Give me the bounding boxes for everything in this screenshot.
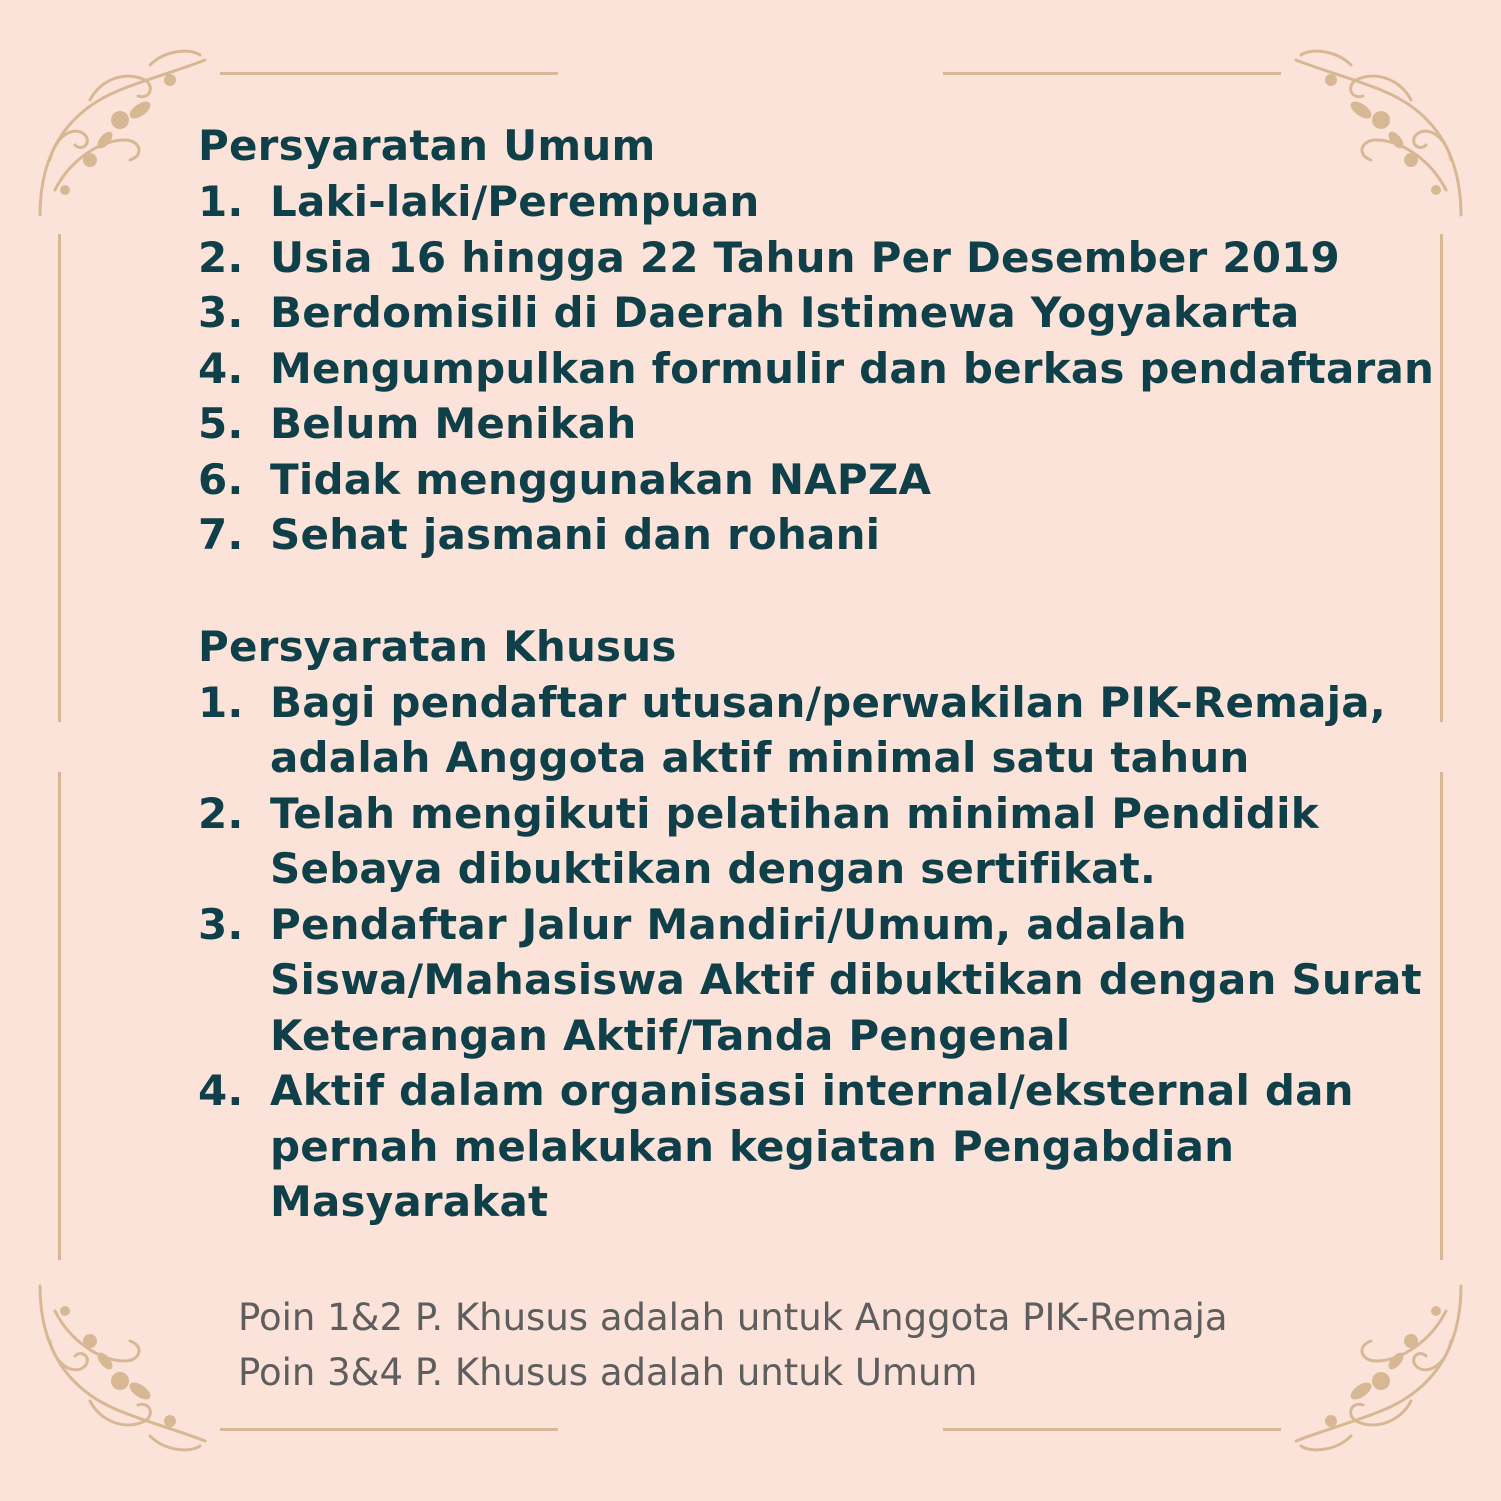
- frame-right-upper-line: [1440, 234, 1443, 722]
- list-item: [198, 452, 1438, 508]
- list-item: [198, 174, 1438, 230]
- list-item-number: 7.: [198, 510, 244, 559]
- section-gap: [198, 563, 1438, 619]
- frame-right-lower-line: [1440, 772, 1443, 1260]
- corner-ornament-top-left: [30, 40, 210, 220]
- list-item-number: 3.: [198, 288, 244, 337]
- list-item-number: 2.: [198, 788, 244, 838]
- list-item: [198, 507, 1438, 563]
- list-item-number: 3.: [198, 899, 244, 949]
- list-item-text: Laki-laki/Perempuan: [270, 177, 760, 226]
- list-item-text: Sehat jasmani dan rohani: [270, 510, 881, 559]
- general-requirements-list: [198, 174, 1438, 563]
- list-item-number: 5.: [198, 399, 244, 448]
- frame-left-lower-line: [58, 772, 61, 1260]
- list-item-number: 4.: [198, 343, 244, 393]
- list-item-text: Usia 16 hingga 22 Tahun Per Desember 2019: [270, 232, 1340, 282]
- list-item-text: Aktif dalam organisasi internal/eksternal dan pernah melakukan kegiatan Pengabdian Masyarakat: [270, 1066, 1354, 1226]
- list-item: [198, 1063, 1438, 1230]
- footnote-members: Poin 1&2 P. Khusus adalah untuk Anggota PIK-Remaja: [238, 1296, 1228, 1339]
- frame-left-upper-line: [58, 234, 61, 722]
- frame-top-right-line: [943, 72, 1281, 75]
- list-item-number: 1.: [198, 177, 244, 226]
- special-requirements-list: [198, 675, 1438, 1230]
- list-item-text: Telah mengikuti pelatihan minimal Pendidik Sebaya dibuktikan dengan sertifikat.: [270, 788, 1319, 893]
- list-item-text: Tidak menggunakan NAPZA: [270, 454, 932, 504]
- special-requirements-title: Persyaratan Khusus: [198, 621, 677, 671]
- list-item: [198, 341, 1438, 397]
- list-item: [198, 675, 1438, 786]
- list-item-text: Pendaftar Jalur Mandiri/Umum, adalah Siswa/Mahasiswa Aktif dibuktikan dengan Surat Keterangan Aktif/Tanda Pengenal: [270, 899, 1422, 1060]
- list-item: [198, 285, 1438, 341]
- list-item-number: 4.: [198, 1066, 244, 1115]
- general-requirements-title: Persyaratan Umum: [198, 121, 656, 170]
- footnote-public: Poin 3&4 P. Khusus adalah untuk Umum: [238, 1351, 978, 1394]
- list-item-text: Berdomisili di Daerah Istimewa Yogyakarta: [270, 288, 1300, 337]
- frame-bottom-left-line: [220, 1428, 558, 1431]
- list-item-number: 2.: [198, 232, 244, 282]
- list-item: [198, 897, 1438, 1064]
- list-item-number: 6.: [198, 454, 244, 504]
- list-item: [198, 230, 1438, 286]
- list-item: [198, 396, 1438, 452]
- list-item: [198, 786, 1438, 897]
- footnotes: [238, 1290, 1338, 1400]
- corner-ornament-bottom-left: [30, 1281, 210, 1461]
- list-item-text: Mengumpulkan formulir dan berkas pendaftaran: [270, 343, 1435, 393]
- frame-top-left-line: [220, 72, 558, 75]
- list-item-number: 1.: [198, 677, 244, 727]
- frame-bottom-right-line: [943, 1428, 1281, 1431]
- list-item-text: Bagi pendaftar utusan/perwakilan PIK-Remaja, adalah Anggota aktif minimal satu tahun: [270, 677, 1386, 782]
- list-item-text: Belum Menikah: [270, 399, 637, 448]
- requirements-content: [198, 118, 1438, 1230]
